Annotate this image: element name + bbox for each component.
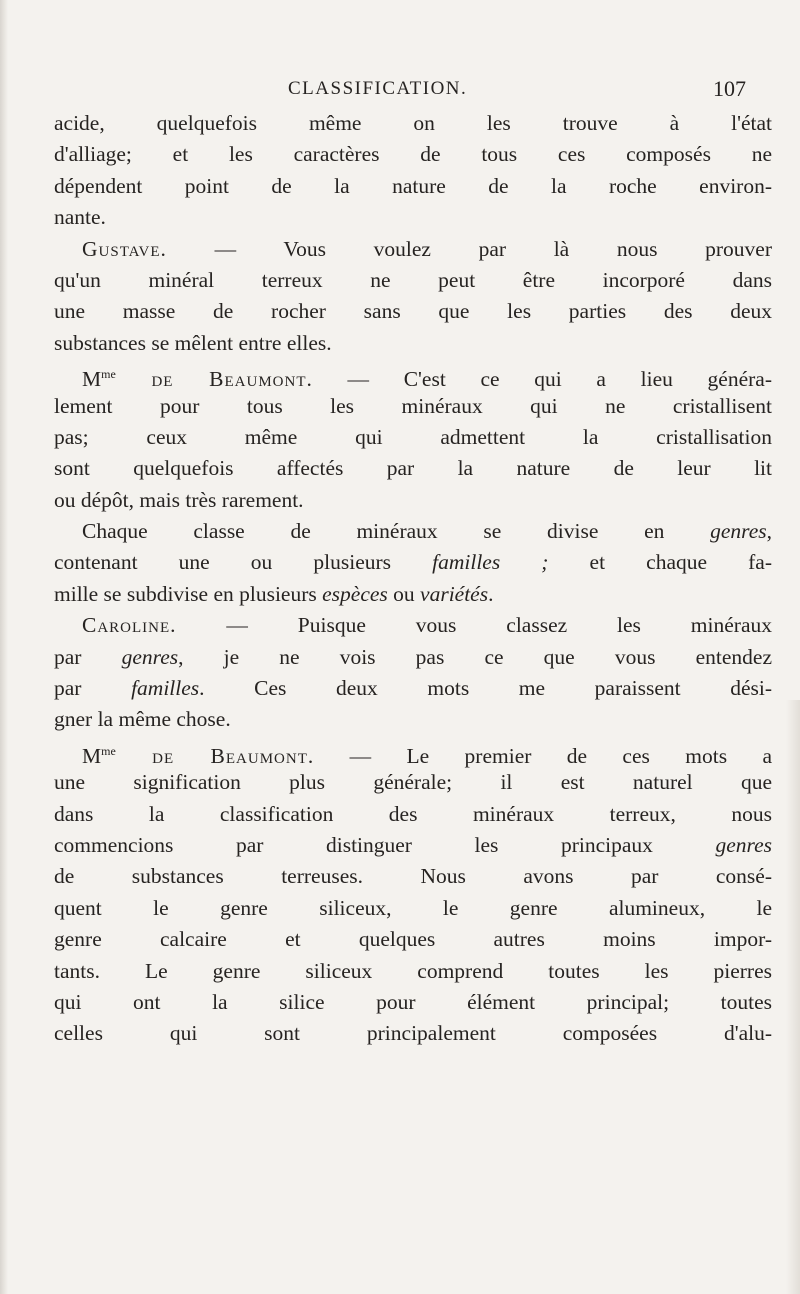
italic-term: espèces <box>322 581 388 606</box>
text-run: quent le genre siliceux, le genre alumineux, le <box>54 895 772 920</box>
text-run: substances se mêlent entre elles. <box>54 330 332 355</box>
italic-term: genres <box>710 519 767 544</box>
italic-term: familles <box>131 676 200 701</box>
text-run: , <box>766 519 772 544</box>
text-run: par <box>54 676 132 701</box>
text-run: sont quelquefois affectés par la nature de leur lit <box>54 456 772 481</box>
italic-term: genres <box>715 832 772 857</box>
text-line <box>54 485 772 516</box>
text-line <box>54 359 772 390</box>
speaker-name: de Beaumont. <box>115 743 315 768</box>
text-run: . <box>488 581 494 606</box>
page-edge-shadow <box>0 0 8 1294</box>
text-line <box>54 767 772 798</box>
text-run: M <box>82 743 102 768</box>
italic-term: variétés <box>420 581 489 606</box>
text-run: Chaque classe de minéraux se divise en <box>82 519 711 544</box>
text-line <box>54 673 772 704</box>
text-run: ou <box>387 581 421 606</box>
text-run: lement pour tous les minéraux qui ne cristallisent <box>54 393 772 418</box>
text-line <box>54 987 772 1018</box>
text-run: gner la même chose. <box>54 707 231 732</box>
italic-term: genres <box>121 644 179 669</box>
body-text <box>54 108 772 1050</box>
text-run: commencions par distinguer les principaux <box>54 832 716 857</box>
text-run: de substances terreuses. Nous avons par consé- <box>54 864 772 889</box>
text-run: par <box>54 644 122 669</box>
text-line <box>54 391 772 422</box>
text-run: pas; ceux même qui admettent la cristallisation <box>54 424 772 449</box>
running-head: CLASSIFICATION. <box>288 78 468 99</box>
superscript: me <box>101 743 116 758</box>
text-line <box>54 893 772 924</box>
text-run: qu'un minéral terreux ne peut être incorporé dans <box>54 267 772 292</box>
text-line <box>54 422 772 453</box>
text-line <box>54 799 772 830</box>
text-line <box>54 610 772 641</box>
text-run: acide, quelquefois même on les trouve à l'état <box>54 111 772 135</box>
text-line <box>54 202 772 233</box>
text-run: — C'est ce qui a lieu généra- <box>312 367 772 392</box>
text-run: une masse de rocher sans que les parties des deux <box>54 299 772 324</box>
superscript: me <box>101 367 116 382</box>
text-run: , je ne vois pas ce que vous entendez <box>178 644 773 669</box>
text-run: ou dépôt, mais très rarement. <box>54 487 304 512</box>
text-run: — Puisque vous classez les minéraux <box>176 613 772 638</box>
text-run: et chaque fa- <box>548 550 772 575</box>
text-run: contenant une ou plusieurs <box>54 550 433 575</box>
text-line <box>54 547 772 578</box>
text-line <box>54 861 772 892</box>
text-run: qui ont la silice pour élément principal; toutes <box>54 989 772 1014</box>
page-header <box>0 78 800 108</box>
text-line <box>54 265 772 296</box>
text-line <box>54 171 772 202</box>
text-run: dépendent point de la nature de la roche environ- <box>54 173 772 198</box>
text-run: mille se subdivise en plusieurs <box>54 581 323 606</box>
text-line <box>54 830 772 861</box>
speaker-name: Caroline. <box>82 613 177 638</box>
text-line <box>54 924 772 955</box>
text-run: M <box>82 367 102 392</box>
text-run: une signification plus générale; il est naturel que <box>54 770 772 795</box>
text-run: d'alliage; et les caractères de tous ces composés ne <box>54 142 772 167</box>
text-line <box>54 108 772 139</box>
text-line <box>54 516 772 547</box>
text-line <box>54 296 772 327</box>
text-run: tants. Le genre siliceux comprend toutes les pierres <box>54 958 772 983</box>
italic-term: familles ; <box>432 550 549 575</box>
text-run: nante. <box>54 205 106 230</box>
text-run: genre calcaire et quelques autres moins impor- <box>54 927 772 952</box>
page-number: 107 <box>713 76 746 101</box>
page-gutter-shadow <box>786 700 800 1294</box>
text-line <box>54 1018 772 1049</box>
text-line <box>54 139 772 170</box>
speaker-name: Gustave. <box>82 236 167 261</box>
text-line <box>54 234 772 265</box>
text-run: celles qui sont principalement composées d'alu- <box>54 1021 772 1046</box>
text-run: . Ces deux mots me paraissent dési- <box>199 676 773 701</box>
text-line <box>54 642 772 673</box>
text-run: — Vous voulez par là nous prouver <box>166 236 772 261</box>
text-line <box>54 579 772 610</box>
speaker-name: de Beaumont. <box>115 367 313 392</box>
text-run: dans la classification des minéraux terreux, nous <box>54 801 772 826</box>
text-line <box>54 956 772 987</box>
text-line <box>54 453 772 484</box>
text-line <box>54 736 772 767</box>
text-line <box>54 328 772 359</box>
text-run: — Le premier de ces mots a <box>314 743 772 768</box>
text-line <box>54 704 772 735</box>
